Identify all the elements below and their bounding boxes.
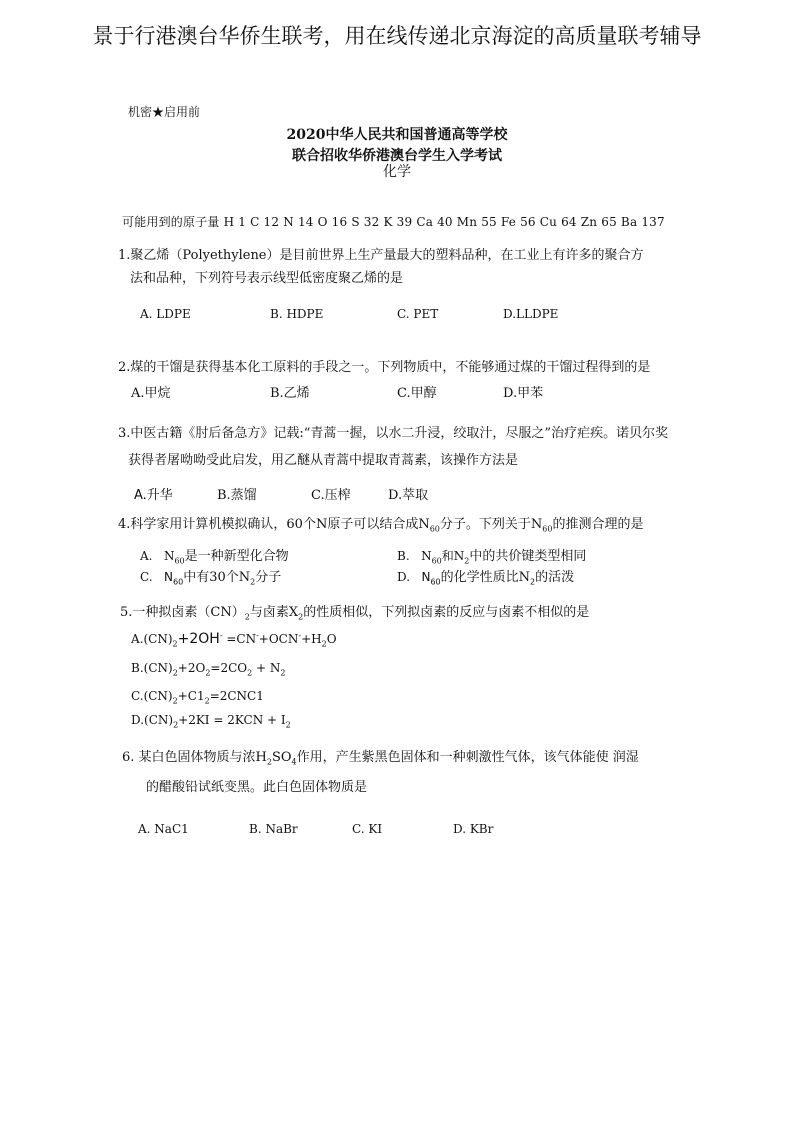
q6-option-c: C. KI (352, 822, 383, 836)
q2-stem: 2.煤的干馏是获得基本化工原料的手段之一。下列物质中，不能够通过煤的干馏过程得到的是 (118, 360, 651, 375)
q1-stem-line1: 1.聚乙烯（Polyethylene）是目前世界上生产量最大的塑料品种，在工业上有许多的聚合方 (118, 248, 644, 263)
q6-stem-line1: 6. 某白色固体物质与浓$H_2SO_4$作用，产生紫黑色固体和一种刺激性气体，该气体能使 润湿 (122, 750, 639, 767)
q6-option-a: A. NaC1 (138, 822, 189, 836)
q5-stem: 5.一种拟卤素$(CN)_2$与卤素$X_2$的性质相似，下列拟卤素的反应与卤素不相似的是 (120, 605, 590, 622)
q4-stem: 4.科学家用计算机模拟确认，60个N原子可以结合成$N_{60}$分子。下列关于$N_{60}$的推测合理的是 (118, 517, 644, 534)
q4-option-a: A. $N_{60}$是一种新型化合物 (140, 549, 289, 566)
exam-title-line2: 联合招收华侨港澳台学生入学考试 (292, 148, 502, 164)
q5-option-d: $D.(CN)_2+2KI = 2KCN + I_2$ (131, 713, 291, 730)
q6-option-d: D. KBr (453, 822, 494, 836)
exam-subject: 化学 (383, 164, 411, 180)
q5-option-b: $B.(CN)_2+2O_2=2CO_2 + N_2$ (131, 661, 286, 678)
q2-option-c: C.甲醇 (397, 386, 437, 401)
q3-option-a: A.升华 (134, 488, 173, 503)
q4-option-d: D. $N_{60}$的化学性质比$N_2$的活泼 (397, 570, 575, 587)
q3-option-d: D.萃取 (388, 488, 429, 503)
q4-option-c: C. $N_{60}$中有30个$N_2$分子 (140, 570, 282, 587)
q4-option-b: B. $N_{60}$和$N_2$中的共价键类型相同 (397, 549, 587, 566)
q5-option-c: $C.(CN)_2+C1_2=2CNC1$ (131, 689, 264, 706)
q2-option-b: B.乙烯 (270, 386, 310, 401)
q1-stem-line2: 法和品种，下列符号表示线型低密度聚乙烯的是 (130, 271, 404, 286)
promo-banner: 景于行港澳台华侨生联考，用在线传递北京海淀的高质量联考辅导 (92, 24, 702, 48)
q3-stem-line2: 获得者屠呦呦受此启发，用乙醚从青蒿中提取青蒿素，该操作方法是 (128, 453, 519, 468)
q2-option-a: A.甲烷 (131, 386, 171, 401)
q3-option-c: C.压榨 (311, 488, 351, 503)
q1-option-b: B. HDPE (270, 307, 324, 321)
q2-option-d: D.甲苯 (503, 386, 544, 401)
q1-option-c: C. PET (397, 307, 439, 321)
q5-option-a: $A.(CN)_2+2OH^- =CN^-+OCN^-+H_2O$ (131, 631, 337, 649)
q3-stem-line1: 3.中医古籍《肘后备急方》记载:“青蒿一握，以水二升浸，绞取汁，尽服之”治疗疟疾。诺贝尔奖 (118, 426, 669, 441)
exam-title-line1: 2020中华人民共和国普通高等学校 (286, 127, 508, 143)
atomic-masses: 可能用到的原子量 H 1 C 12 N 14 O 16 S 32 K 39 Ca 40 Mn 55 Fe 56 Cu 64 Zn 65 Ba 137 (122, 215, 665, 229)
q6-stem-line2: 的醋酸铅试纸变黑。此白色固体物质是 (146, 780, 368, 795)
q1-option-d: D.LLDPE (503, 307, 559, 321)
q1-option-a: A. LDPE (140, 307, 191, 321)
q6-option-b: B. NaBr (249, 822, 298, 836)
confidential-label: 机密★启用前 (128, 105, 201, 119)
q3-option-b: B.蒸馏 (217, 488, 257, 503)
